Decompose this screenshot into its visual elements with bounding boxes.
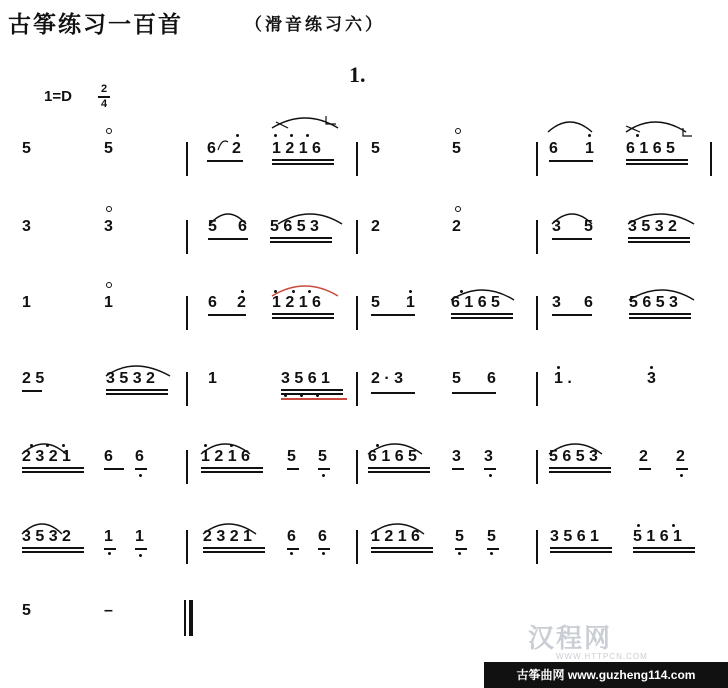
note-group: 5 [22,140,31,157]
note-group: 5 [371,140,380,157]
note-group: 6 [208,294,217,311]
slur-arc [371,524,424,534]
note-group: 3 5 6 1 [550,528,599,545]
note-group: 1 2 1 6 [272,294,321,311]
note-group: 1 [135,528,144,545]
slur-arc [368,444,422,454]
slur-arc [278,214,342,224]
glide-mark [683,128,692,136]
note-group: 2 [232,140,241,157]
watermark-logo: 汉程网 [528,623,613,653]
slur-arc [201,444,250,454]
note-group: 5 [22,602,31,619]
note-group: 2 5 [22,370,45,387]
note-group: 6 [135,448,144,465]
note-group: – [104,602,113,619]
note-group: 2 [639,448,648,465]
note-group: 2 3 2 1 [203,528,252,545]
note-group: 5 [452,140,461,157]
note-group: 5 [371,294,380,311]
note-group: 1 [104,528,113,545]
slur-arc [548,122,592,132]
slur-arc [451,290,514,300]
note-group: 2 3 2 1 [22,448,71,465]
note-group: 6 1 6 5 [451,294,500,311]
note-group: 6 [287,528,296,545]
final-barline-thin [184,600,186,636]
note-group: 2 [237,294,246,311]
note-group: 3 [552,218,561,235]
note-group: 1 [22,294,31,311]
slur-arc [549,444,602,454]
slur-arc-red [272,286,338,296]
note-group: 3 [22,218,31,235]
note-group: 3 [452,448,461,465]
note-group: 2 [371,218,380,235]
note-group: 1 [208,370,217,387]
note-group: 3 [104,218,113,235]
watermark-url: WWW.HTTPCN.COM [556,652,648,661]
note-group: 1 . [554,370,572,387]
note-group: 1 [104,294,113,311]
note-group: 6 1 6 5 [626,140,675,157]
key-signature: 1=D [44,88,72,105]
final-barline-thick [189,600,193,636]
note-group: 6 [238,218,247,235]
note-group: 1 2 1 6 [201,448,250,465]
slide-hook [218,141,228,150]
note-group: 3 5 6 1 [281,370,330,387]
slur-arc [22,524,62,534]
note-group: 5 1 6 1 [633,528,682,545]
note-group: 6 [104,448,113,465]
note-group: 5 [455,528,464,545]
note-group: 6 [549,140,558,157]
note-group: 2 [676,448,685,465]
note-group: 6 1 6 5 [368,448,417,465]
slur-arc [22,444,66,454]
slur-arc [210,214,246,224]
time-signature-top: 2 [100,83,108,95]
note-group: 5 [104,140,113,157]
note-group: 5 [452,370,461,387]
slur-arc [203,524,256,534]
note-group: 3 [647,370,656,387]
note-group: 3 [484,448,493,465]
note-group: 1 2 1 6 [272,140,321,157]
note-group: 6 [487,370,496,387]
note-group: 6 [207,140,216,157]
slur-arc [629,290,694,300]
note-group: 1 [406,294,415,311]
slur-arc [552,214,592,224]
site-banner[interactable]: 古筝曲网 www.guzheng114.com [484,662,728,688]
note-group: 3 5 3 2 [106,370,155,387]
note-group: 3 5 3 2 [22,528,71,545]
note-group: 3 5 3 2 [628,218,677,235]
note-group: 5 [487,528,496,545]
note-group: 5 6 5 3 [270,218,319,235]
note-group: 5 6 5 3 [549,448,598,465]
piece-number: 1. [349,62,366,87]
note-group: 1 2 1 6 [371,528,420,545]
time-signature-bottom: 4 [100,98,108,110]
note-group: 6 [584,294,593,311]
note-group: 5 [287,448,296,465]
note-group: 3 [552,294,561,311]
note-group: 2 · 3 [371,370,404,387]
note-group: 5 [584,218,593,235]
note-group: 5 6 5 3 [629,294,678,311]
slur-arc [628,214,694,224]
note-group: 5 [208,218,217,235]
page-subtitle: （滑音练习六） [245,15,385,34]
note-group: 5 [318,448,327,465]
slur-arc [106,366,170,376]
note-group: 6 [318,528,327,545]
page-title: 古筝练习一百首 [8,11,183,37]
note-group: 2 [452,218,461,235]
slur-arc [272,118,338,128]
note-group: 1 [585,140,594,157]
